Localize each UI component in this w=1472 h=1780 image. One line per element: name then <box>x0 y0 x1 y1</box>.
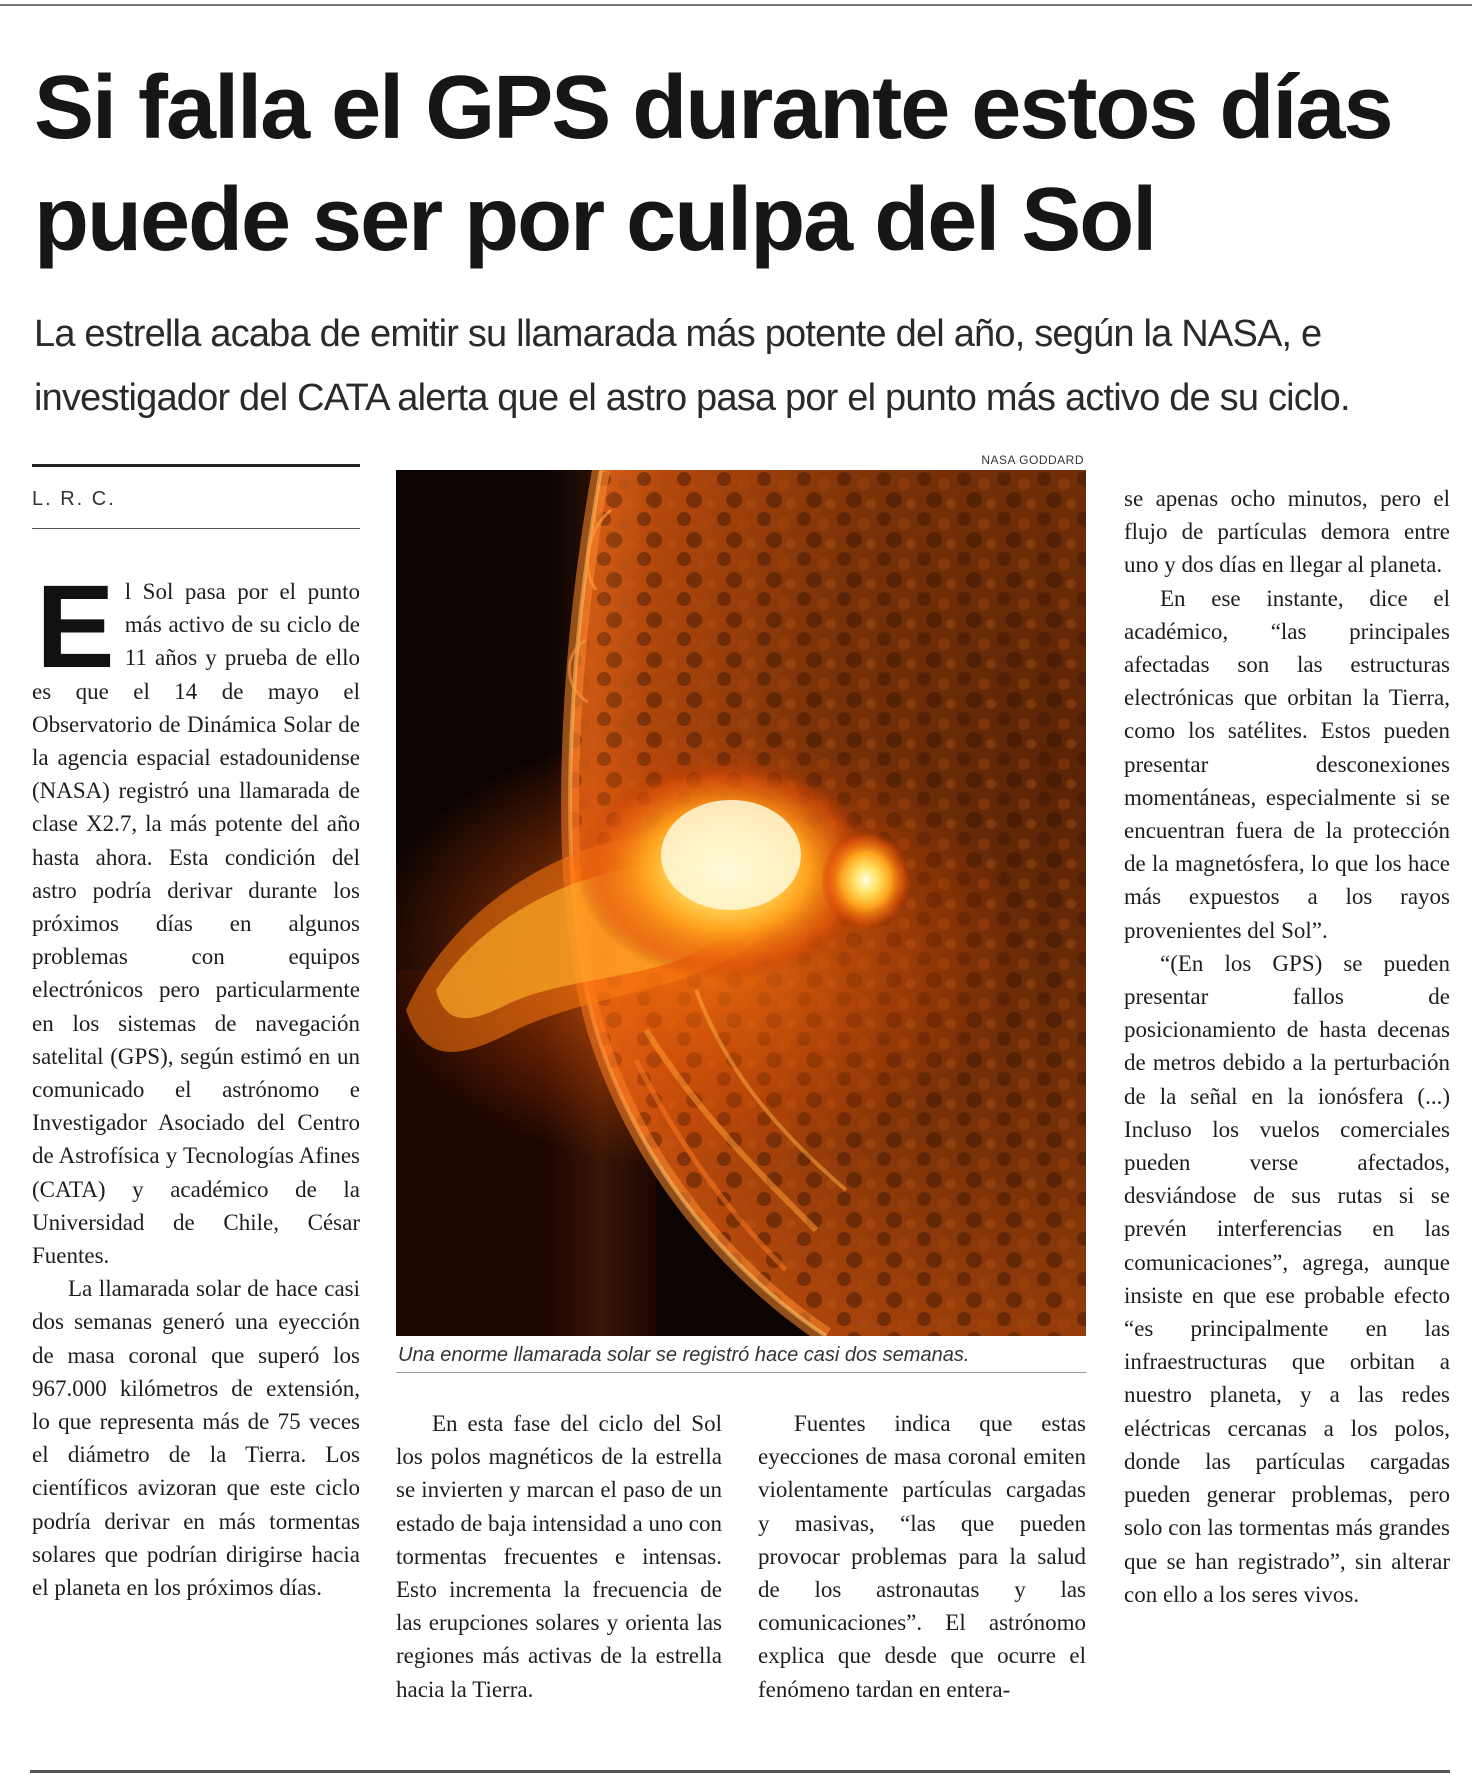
paragraph: Fuentes indica que estas eyecciones de masa coronal emiten violentamente partículas cargadas y masivas, “las que pueden provocar problemas para la salud de los astronautas y las comunicaciones”. El astrónomo explica que desde que ocurre el fenómeno tardan en entera- <box>758 1411 1086 1702</box>
paragraph: La llamarada solar de hace casi dos semanas generó una eyección de masa coronal que superó los 967.000 kilómetros de extensión, lo que representa más de 75 veces el diámetro de la Tierra. Los científicos avizoran que este ciclo podría derivar en más tormentas solares que podrían dirigirse hacia el planeta en los próximos días. <box>32 1276 360 1601</box>
article-column-2 <box>396 1407 722 1706</box>
paragraph: l Sol pasa por el punto más activo de su ciclo de 11 años y prueba de ello es que el 14 de mayo el Observatorio de Dinámica Solar de la agencia espacial estadounidense (NASA) registró una llamarada de clase X2.7, la más potente del año hasta ahora. Esta condición del astro podría derivar durante los próximos días en algunos problemas con equipos electrónicos pero particularmente en los sistemas de navegación satelital (GPS), según estimó en un comunicado el astrónomo e Investigador Asociado del Centro de Astrofísica y Tecnologías Afines (CATA) y académico de la Universidad de Chile, César Fuentes. <box>32 579 360 1269</box>
drop-cap: E <box>36 561 115 693</box>
caption-rule <box>396 1372 1086 1373</box>
paragraph: En ese instante, dice el académico, “las principales afectadas son las estructuras electrónicas que orbitan la Tierra, como los satélites. Estos pueden presentar desconexiones momentáneas, especialmente si se encuentran fuera de la protección de la magnetósfera, lo que los hace más expuestos a los rayos provenientes del Sol”. <box>1124 585 1450 943</box>
byline-rule-top <box>32 464 360 467</box>
paragraph: “(En los GPS) se pueden presentar fallos de posicionamiento de hasta decenas de metros debido a la perturbación de la señal en la ionósfera (...) Incluso los vuelos comerciales pueden verse afectados, desviándose de sus rutas si se prevén interferencias en las comunicaciones”, agrega, aunque insiste en que ese probable efecto “es principalmente en las infraestructuras que orbitan a nuestro planeta, y a las redes eléctricas cercanas a los polos, donde las partículas cargadas pueden generar problemas, pero solo con las tormentas más grandes que se han registrado”, sin alterar con ello a los seres vivos. <box>1124 950 1450 1607</box>
top-rule <box>0 4 1472 6</box>
byline-rule-bottom <box>32 528 360 529</box>
photo-credit: NASA GODDARD <box>981 453 1084 467</box>
headline: Si falla el GPS durante estos días puede ser por culpa del Sol <box>34 58 1392 270</box>
paragraph: se apenas ocho minutos, pero el flujo de partículas demora entre uno y dos días en llegar al planeta. <box>1124 486 1450 578</box>
bottom-rule <box>30 1770 1450 1773</box>
byline: L. R. C. <box>32 488 116 510</box>
paragraph: En esta fase del ciclo del Sol los polos magnéticos de la estrella se invierten y marcan el paso de un estado de baja intensidad a uno con tormentas frecuentes e intensas. Esto incrementa la frecuencia de las erupciones solares y orienta las regiones más activas de la estrella hacia la Tierra. <box>396 1411 722 1702</box>
article-column-3 <box>758 1407 1086 1706</box>
article-column-1 <box>32 561 360 1604</box>
deck: La estrella acaba de emitir su llamarada más potente del año, según la NASA, e investigador del CATA alerta que el astro pasa por el punto más activo de su ciclo. <box>34 313 1350 419</box>
photo-caption: Una enorme llamarada solar se registró hace casi dos semanas. <box>398 1344 970 1366</box>
solar-flare-photo <box>396 470 1086 1336</box>
article-column-4 <box>1124 482 1450 1611</box>
